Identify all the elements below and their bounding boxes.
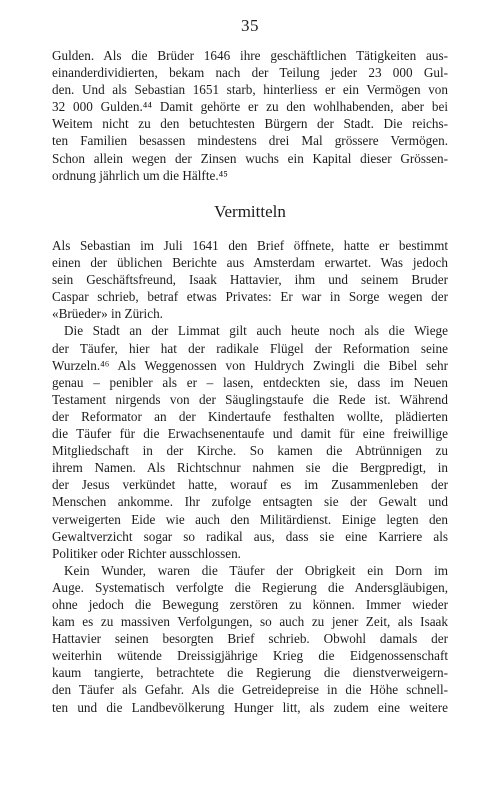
- text-line: Kein Wunder, waren die Täufer der Obrigkeit ein Dorn im: [64, 562, 448, 578]
- text-line: «Brüeder» in Zürich.: [52, 306, 163, 322]
- text-line: ten Familien besassen mindestens drei Mal grössere Vermögen.: [52, 133, 448, 149]
- page-number: 35: [241, 16, 259, 35]
- text-line: Gulden. Als die Brüder 1646 ihre geschäftlichen Tätigkeiten aus-: [52, 48, 448, 63]
- text-line: der Täufer, hier hat der radikale Flügel der Reformation seine: [52, 340, 448, 356]
- text-line: 32 000 Gulden.⁴⁴ Damit gehörte er zu den wohlhabenden, aber bei: [52, 99, 448, 115]
- text-line: Wurzeln.⁴⁶ Als Weggenossen von Huldrych Zwingli die Bibel sehr: [52, 357, 448, 373]
- text-line: Als Sebastian im Juli 1641 den Brief öffnete, hatte er bestimmt: [52, 238, 448, 253]
- text-line: verweigerten Eide wie auch den Militärdienst. Einige legten den: [52, 511, 448, 527]
- section-body: [52, 237, 448, 716]
- text-line: Testament nirgends von der Säuglingstaufe die Rede ist. Während: [52, 391, 448, 407]
- text-line: der Reformator an der Kindertaufe festhalten wollte, plädierten: [52, 408, 448, 424]
- section-heading: Vermitteln: [214, 202, 286, 221]
- text-line: die Täufer für die Erwachsenentaufe und damit für eine freiwillige: [52, 426, 448, 442]
- text-line: ordnung jährlich um die Hälfte.⁴⁵: [52, 167, 228, 183]
- text-line: kaum tangierte, betrachtete die Regierung die dienstverweigern-: [52, 665, 448, 681]
- text-line: Die Stadt an der Limmat gilt auch heute noch als die Wiege: [64, 323, 448, 339]
- text-line: sein Geschäftsfreund, Isaak Hattavier, ihm und seinem Bruder: [52, 272, 448, 288]
- text-line: Politiker oder Richter ausschlossen.: [52, 545, 241, 561]
- text-line: weiterhin wütende Dreissigjährige Krieg die Eidgenossenschaft: [52, 648, 448, 664]
- text-line: Weitem nicht zu den betuchtesten Bürgern der Stadt. Die reichs-: [52, 116, 448, 132]
- text-line: ten und die Landbevölkerung Hunger litt, als zudem eine weitere: [52, 699, 448, 715]
- text-line: Gewaltverzicht sogar so radikal aus, dass sie eine Karriere als: [52, 528, 448, 544]
- text-line: einanderdividierten, bekam nach der Teilung jeder 23 000 Gul-: [52, 65, 448, 81]
- text-line: Schon allein wegen der Zinsen wuchs ein Kapital dieser Grössen-: [52, 150, 448, 166]
- text-line: Auge. Systematisch verfolgte die Regierung die Andersgläubigen,: [52, 579, 448, 595]
- text-line: einen der üblichen Berichte aus Amsterdam erwartet. Was jedoch: [52, 255, 448, 271]
- text-line: der Jesus verkündet hatte, worauf es im Zusammenleben der: [52, 477, 448, 493]
- text-line: den Täufer als Gefahr. Als die Getreidepreise in die Höhe schnell-: [52, 682, 448, 698]
- text-line: Caspar schrieb, betraf etwas Privates: Er war in Sorge wegen der: [52, 289, 448, 305]
- text-line: ihrem Namen. Als Richtschnur nahmen sie die Bergpredigt, in: [52, 460, 448, 476]
- text-line: Menschen ankomme. Ihr zufolge entsagten sie der Gewalt und: [52, 494, 448, 510]
- text-line: kam es zu massiven Verfolgungen, so auch zu jener Zeit, als Isaak: [52, 614, 448, 630]
- text-line: Hattavier seinen besorgten Brief schrieb. Obwohl damals der: [52, 631, 448, 647]
- text-line: genau – penibler als er – lasen, entdeckten sie, dass im Neuen: [52, 374, 448, 390]
- paragraph-continued: [52, 47, 448, 184]
- text-line: den. Und als Sebastian 1651 starb, hinterliess er ein Vermögen von: [52, 82, 448, 98]
- text-line: ohne jedoch die Bewegung zerstören zu können. Immer wieder: [52, 596, 448, 612]
- text-line: Mitgliedschaft in der Kirche. So kamen die Abtrünnigen zu: [52, 443, 448, 459]
